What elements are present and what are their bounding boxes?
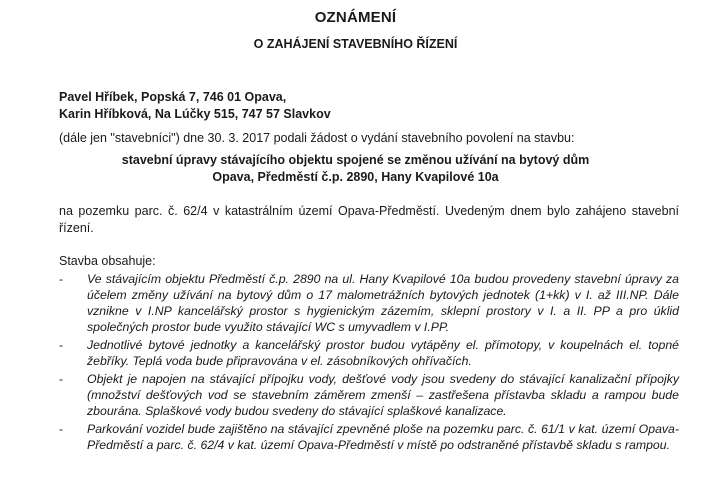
list-dash: - [59, 272, 64, 286]
list-item-text: Objekt je napojen na stávající přípojku vody, dešťové vody jsou svedeny do stávající kanalizační přípojky (množství dešťových vod se stavebním záměrem zmenší – zastřešena přístavba skladu a rampou bude zbourána. Splaškové vody budou svedeny do stávající splaškové kanalizace. [87, 372, 679, 418]
list-item-text: Parkování vozidel bude zajištěno na stávající zpevněné ploše na pozemku parc. č. 61/1 v kat. území Opava-Předměstí a parc. č. 62/4 v kat. území Opava-Předměstí v místě po odstraněné přístavbě skladu s rampou. [87, 422, 679, 452]
applicant-1: Pavel Hříbek, Popská 7, 746 01 Opava, [59, 90, 287, 104]
request-line: (dále jen "stavebníci") dne 30. 3. 2017 podali žádost o vydání stavebního povolení na stavbu: [59, 131, 575, 145]
list-item [59, 371, 679, 419]
contents-list [59, 271, 679, 455]
contents-heading: Stavba obsahuje: [59, 254, 156, 268]
list-item-text: Jednotlivé bytové jednotky a kancelářský prostor budou vytápěny el. přímotopy, v koupelnách el. topné žebříky. Teplá voda bude připravována v el. zásobníkových ohřívačích. [87, 338, 679, 368]
list-item [59, 271, 679, 335]
list-item [59, 421, 679, 453]
list-dash: - [59, 372, 64, 386]
applicant-2: Karin Hříbková, Na Lúčky 515, 747 57 Slavkov [59, 107, 331, 121]
document-title: OZNÁMENÍ [314, 9, 397, 26]
document-subtitle: O ZAHÁJENÍ STAVEBNÍHO ŘÍZENÍ [253, 37, 458, 51]
project-line-1: stavební úpravy stávajícího objektu spojené se změnou užívání na bytový dům [121, 153, 590, 167]
list-dash: - [59, 338, 64, 352]
parcel-paragraph: na pozemku parc. č. 62/4 v katastrálním území Opava-Předměstí. Uvedeným dnem bylo zahájeno stavební řízení. [59, 204, 679, 235]
project-line-2: Opava, Předměstí č.p. 2890, Hany Kvapilové 10a [212, 170, 499, 184]
list-dash: - [59, 422, 64, 436]
list-item [59, 337, 679, 369]
list-item-text: Ve stávajícím objektu Předměstí č.p. 2890 na ul. Hany Kvapilové 10a budou provedeny stavební úpravy za účelem změny užívání na bytový dům o 17 malometrážních bytových jednotek (1+kk) v I. až III.NP. Dále vznikne v I.NP kancelářský prostor s hygienickým zázemím, sklepní prostory v I. a II. PP a pro úklid společných prostor bude využito stávající WC s umyvadlem v I.PP. [87, 272, 679, 334]
